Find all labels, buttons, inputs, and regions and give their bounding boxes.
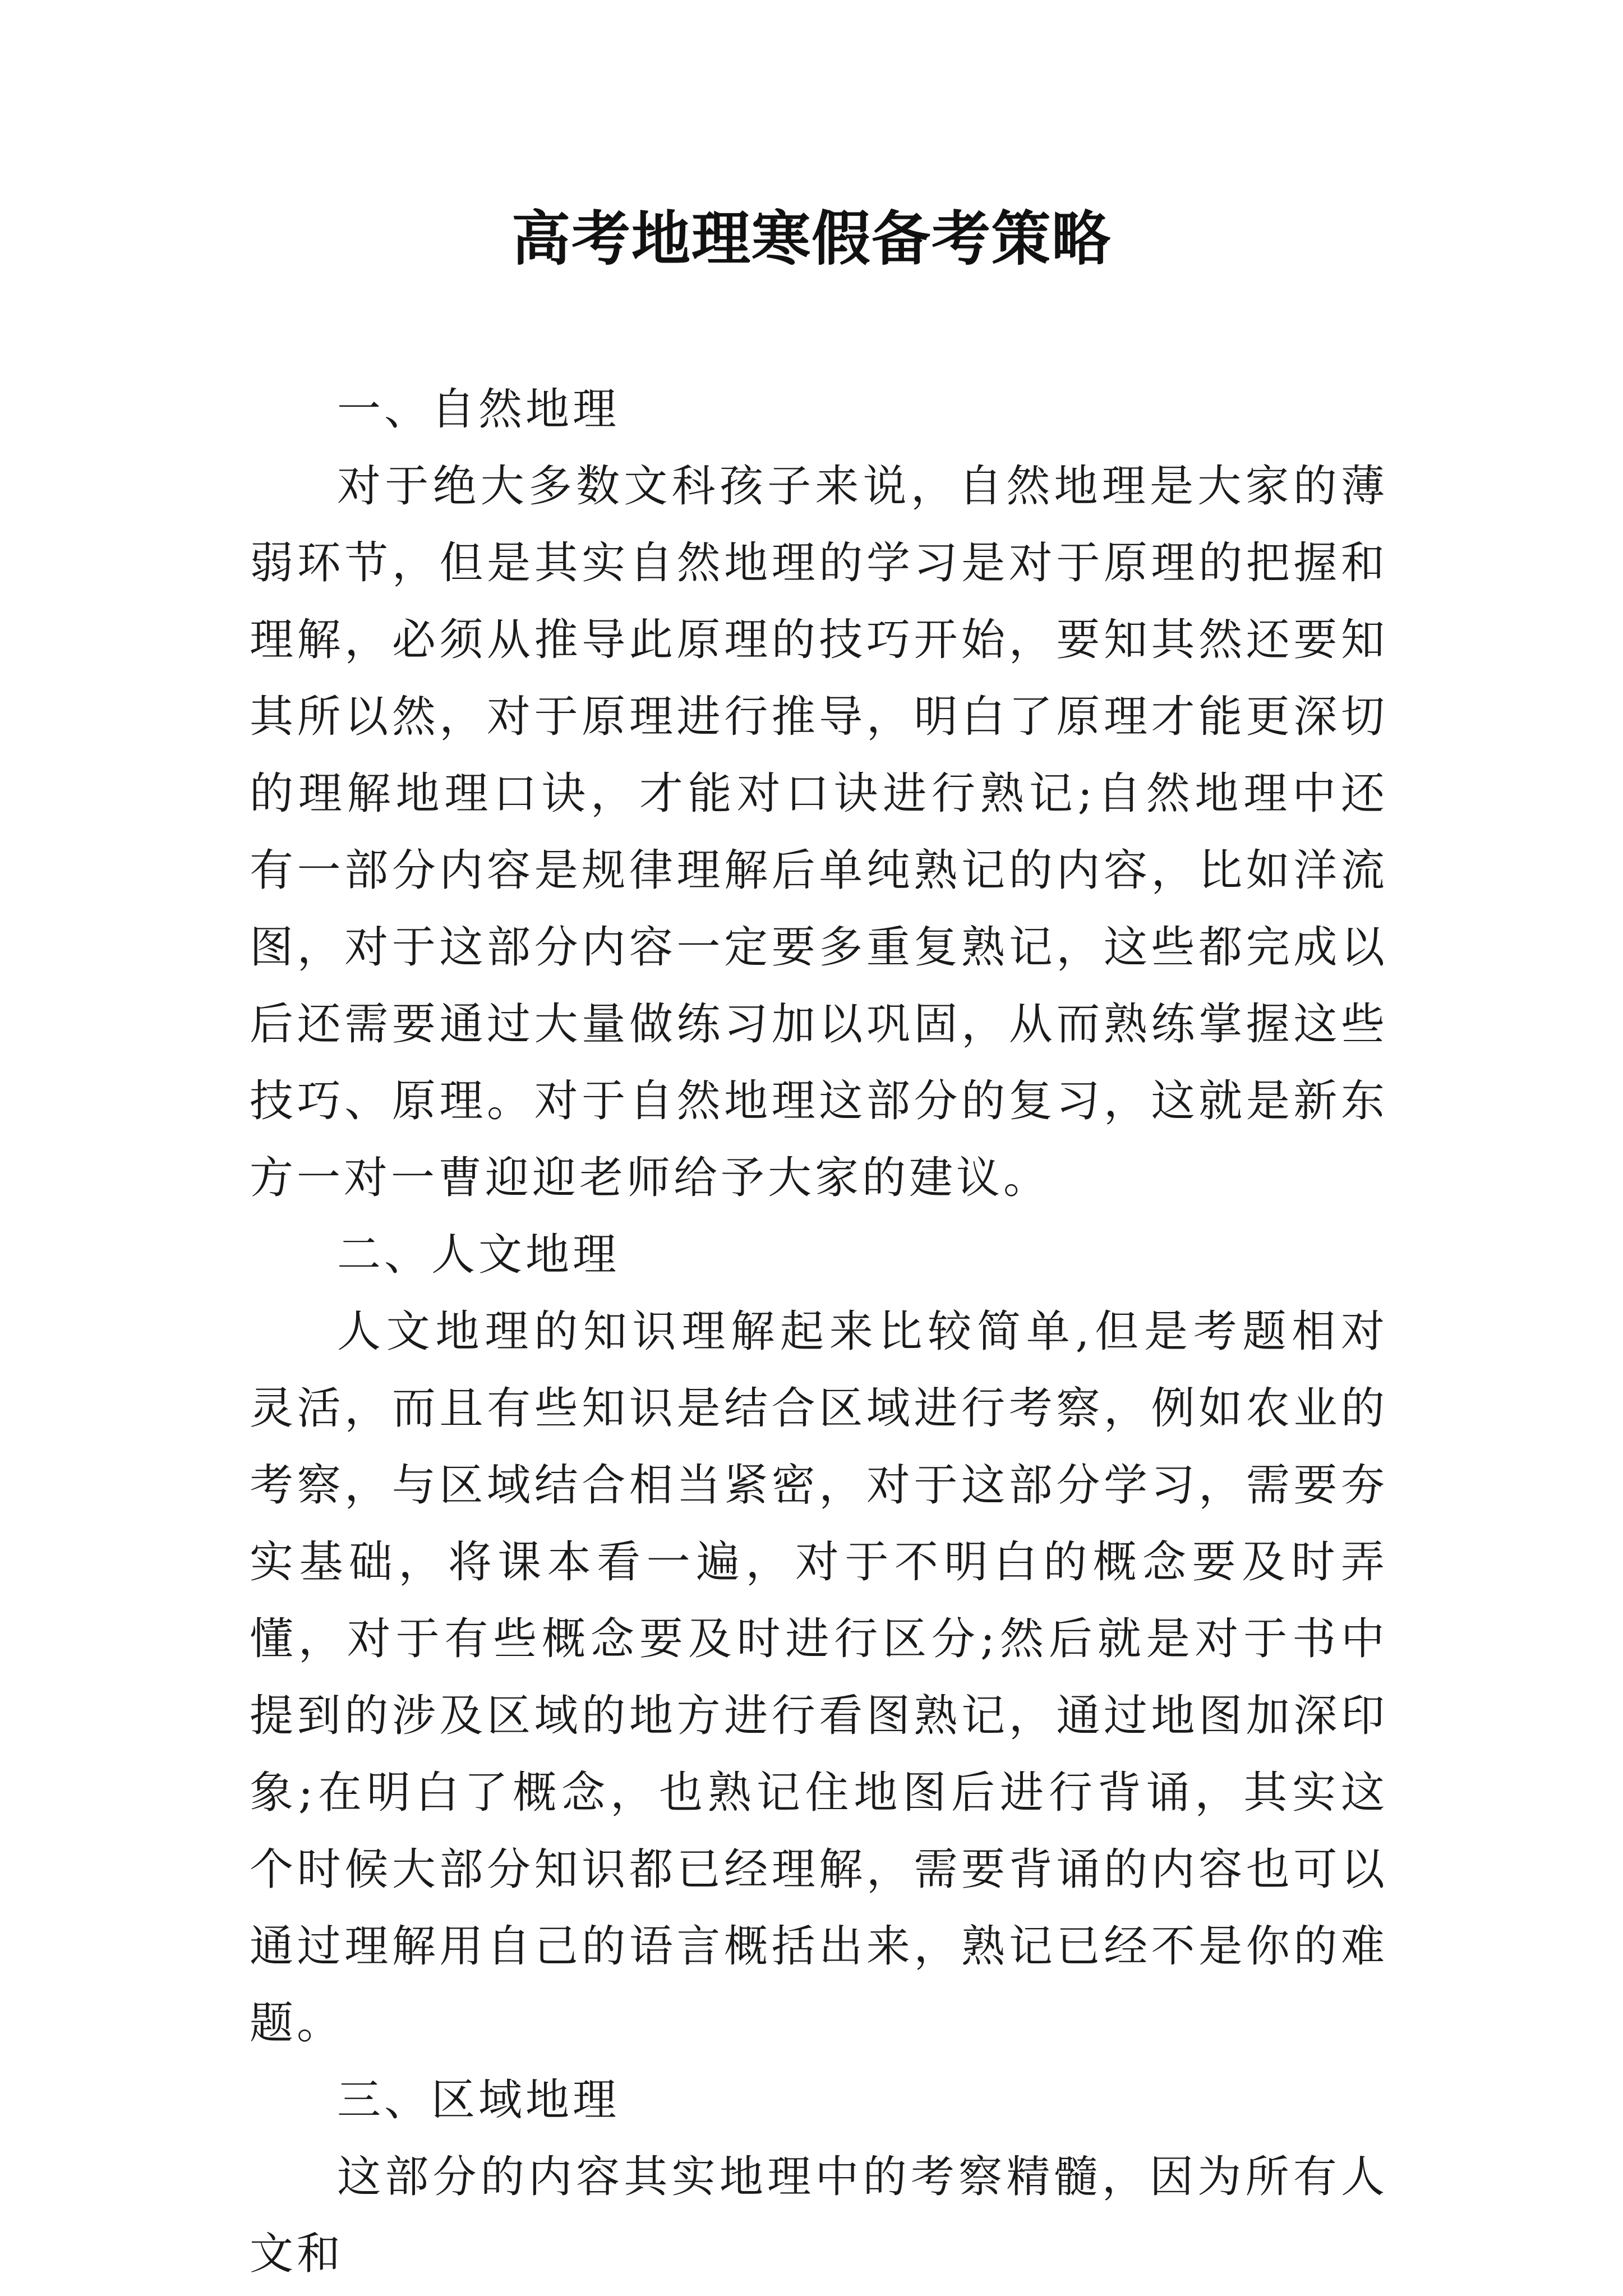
section-heading-natural-geography: 一、自然地理 xyxy=(337,384,620,435)
section-heading-human-geography: 二、人文地理 xyxy=(337,1230,620,1280)
section-paragraph-regional-geography: 这部分的内容其实地理中的考察精髓，因为所有人文和 xyxy=(250,2152,1388,2279)
document-title: 高考地理寒假备考策略 xyxy=(511,204,1112,273)
section-heading-regional-geography: 三、区域地理 xyxy=(337,2075,620,2125)
section-paragraph-human-geography: 人文地理的知识理解起来比较简单,但是考题相对灵活，而且有些知识是结合区域进行考察，例如农业的考察，与区域结合相当紧密，对于这部分学习，需要夯实基础，将课本看一遍，对于不明白的概念要及时弄懂，对于有些概念要及时进行区分;然后就是对于书中提到的涉及区域的地方进行看图熟记，通过地图加深印象;在明白了概念，也熟记住地图后进行背诵，其实这个时候大部分知识都已经理解，需要背诵的内容也可以通过理解用自己的语言概括出来，熟记已经不是你的难题。 xyxy=(250,1306,1388,2049)
document-body xyxy=(250,371,1388,2293)
section-paragraph-natural-geography: 对于绝大多数文科孩子来说，自然地理是大家的薄弱环节，但是其实自然地理的学习是对于原理的把握和理解，必须从推导此原理的技巧开始，要知其然还要知其所以然，对于原理进行推导，明白了原理才能更深切的理解地理口诀，才能对口诀进行熟记;自然地理中还有一部分内容是规律理解后单纯熟记的内容，比如洋流图，对于这部分内容一定要多重复熟记，这些都完成以后还需要通过大量做练习加以巩固，从而熟练掌握这些技巧、原理。对于自然地理这部分的复习，这就是新东方一对一曹迎迎老师给予大家的建议。 xyxy=(250,461,1388,1203)
